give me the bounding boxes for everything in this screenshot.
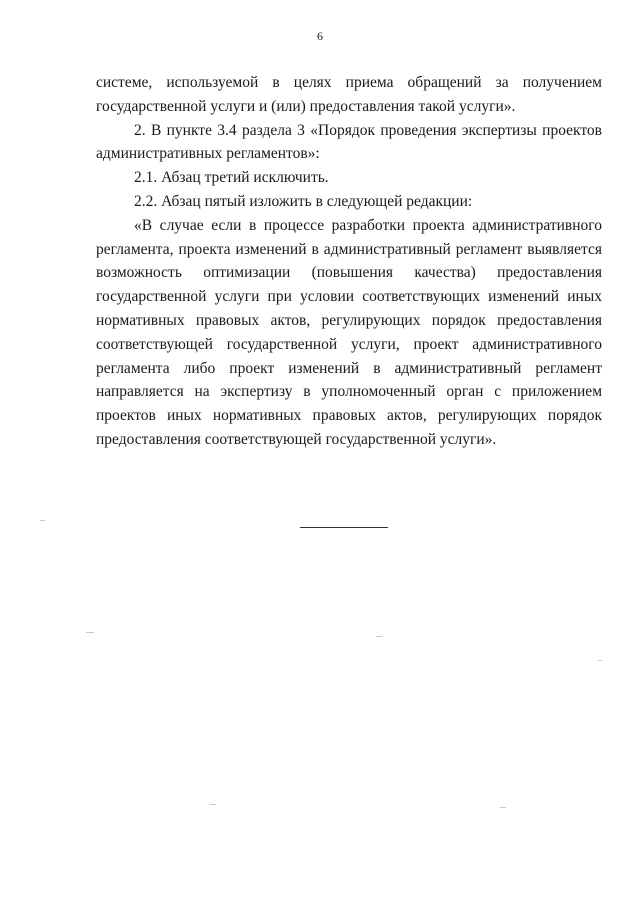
scan-speck xyxy=(86,632,94,633)
page-number: 6 xyxy=(317,29,323,43)
document-body xyxy=(96,71,602,452)
scan-speck xyxy=(40,520,45,521)
scan-speck xyxy=(210,804,216,805)
end-rule xyxy=(300,527,388,528)
scan-speck xyxy=(376,636,382,637)
scan-speck xyxy=(500,807,506,808)
scan-speck xyxy=(598,660,602,661)
paragraph-item-2: 2. В пункте 3.4 раздела 3 «Порядок проведения экспертизы проектов административных регламентов»: xyxy=(96,121,602,163)
paragraph-item-2-1: 2.1. Абзац третий исключить. xyxy=(134,169,329,187)
paragraph-quoted-text: «В случае если в процессе разработки проекта административного регламента, проекта изменений в административный регламент выявляется возможность оптимизации (повышения качества) предоставления государственной услуги при условии соответствующих изменений иных нормативных правовых актов, регулирующих порядок предоставления соответствующей государственной услуги, проект административного регламента либо проект изменений в административный регламент направляется на экспертизу в уполномоченный орган с приложением проектов иных нормативных правовых актов, регулирующих порядок предоставления соответствующей государственной услуги». xyxy=(96,216,602,448)
paragraph-item-2-2: 2.2. Абзац пятый изложить в следующей редакции: xyxy=(134,192,473,210)
paragraph-continuation: системе, используемой в целях приема обращений за получением государственной услуги и (или) предоставления такой услуги». xyxy=(96,74,602,115)
